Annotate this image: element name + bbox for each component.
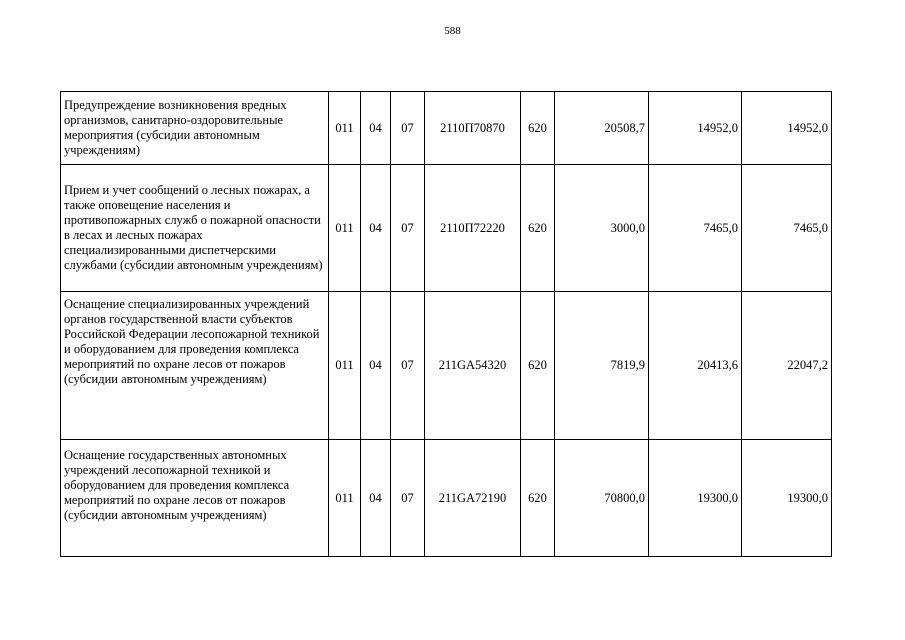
cell-sum-3: 7465,0 <box>742 165 832 292</box>
cell-rz: 04 <box>361 165 391 292</box>
cell-sum-2: 7465,0 <box>649 165 742 292</box>
cell-csr: 2110П70870 <box>425 92 521 165</box>
cell-sum-3: 14952,0 <box>742 92 832 165</box>
cell-gr: 011 <box>329 292 361 440</box>
cell-sum-2: 19300,0 <box>649 440 742 557</box>
cell-sum-3: 22047,2 <box>742 292 832 440</box>
cell-rz: 04 <box>361 92 391 165</box>
cell-sum-1: 7819,9 <box>555 292 649 440</box>
row-description: Оснащение специализированных учреждений органов государственной власти субъектов Российской Федерации лесопожарной техникой и оборудованием для проведения комплекса мероприятий по охране лесов от пожаров (субсидии автономным учреждениям) <box>61 292 329 440</box>
row-description: Предупреждение возникновения вредных организмов, санитарно-оздоровительные мероприятия (субсидии автономным учреждениям) <box>61 92 329 165</box>
page-number: 588 <box>444 25 461 37</box>
cell-pr: 07 <box>391 292 425 440</box>
cell-vr: 620 <box>521 165 555 292</box>
table-row <box>61 292 832 440</box>
cell-sum-2: 14952,0 <box>649 92 742 165</box>
cell-rz: 04 <box>361 292 391 440</box>
cell-vr: 620 <box>521 440 555 557</box>
cell-vr: 620 <box>521 92 555 165</box>
cell-gr: 011 <box>329 92 361 165</box>
cell-sum-2: 20413,6 <box>649 292 742 440</box>
cell-pr: 07 <box>391 165 425 292</box>
row-description: Прием и учет сообщений о лесных пожарах, а также оповещение населения и противопожарных служб о пожарной опасности в лесах и лесных пожарах специализированными диспетчерскими службами (субсидии автономным учреждениям) <box>61 165 329 292</box>
row-description: Оснащение государственных автономных учреждений лесопожарной техникой и оборудованием для проведения комплекса мероприятий по охране лесов от пожаров (субсидии автономным учреждениям) <box>61 440 329 557</box>
cell-vr: 620 <box>521 292 555 440</box>
cell-csr: 2110П72220 <box>425 165 521 292</box>
budget-table <box>60 91 832 557</box>
cell-pr: 07 <box>391 440 425 557</box>
cell-sum-1: 3000,0 <box>555 165 649 292</box>
cell-gr: 011 <box>329 440 361 557</box>
cell-sum-1: 70800,0 <box>555 440 649 557</box>
cell-sum-3: 19300,0 <box>742 440 832 557</box>
table-row <box>61 165 832 292</box>
cell-pr: 07 <box>391 92 425 165</box>
cell-gr: 011 <box>329 165 361 292</box>
cell-csr: 211GA54320 <box>425 292 521 440</box>
cell-sum-1: 20508,7 <box>555 92 649 165</box>
table-row <box>61 440 832 557</box>
cell-csr: 211GA72190 <box>425 440 521 557</box>
table-row <box>61 92 832 165</box>
cell-rz: 04 <box>361 440 391 557</box>
